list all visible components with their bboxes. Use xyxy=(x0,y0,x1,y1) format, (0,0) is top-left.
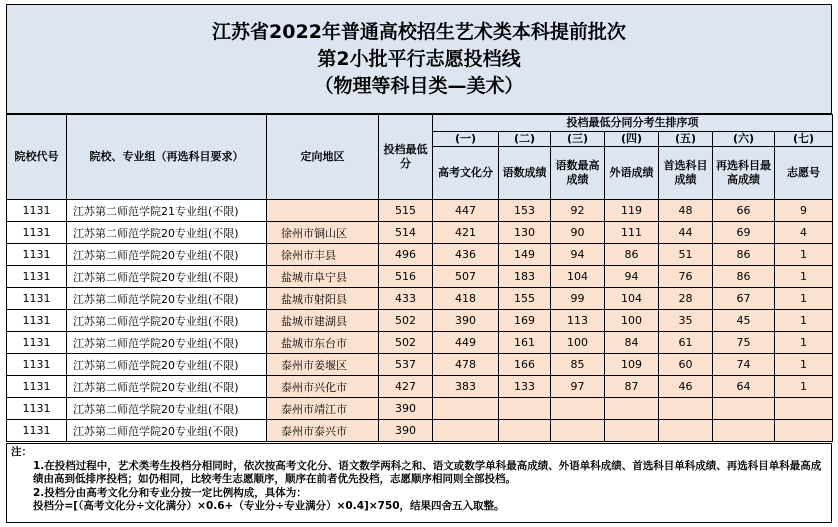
cell-name[interactable]: 江苏第二师范学院20专业组(不限) xyxy=(67,310,267,332)
cell-rank-3[interactable]: 90 xyxy=(551,222,605,244)
cell-rank-5[interactable]: 51 xyxy=(659,244,713,266)
cell-min-score[interactable]: 496 xyxy=(379,244,433,266)
cell-rank-5[interactable]: 44 xyxy=(659,222,713,244)
cell-rank-4[interactable]: 100 xyxy=(605,310,659,332)
cell-region[interactable]: 盐城市阜宁县 xyxy=(267,266,379,288)
cell-rank-4[interactable]: 94 xyxy=(605,266,659,288)
table-row xyxy=(7,420,833,442)
cell-rank-2[interactable]: 169 xyxy=(499,310,551,332)
cell-rank-1[interactable]: 383 xyxy=(433,376,499,398)
table-body xyxy=(7,200,833,442)
cell-rank-4[interactable]: 87 xyxy=(605,376,659,398)
cell-rank-6[interactable]: 64 xyxy=(713,376,775,398)
title-block xyxy=(6,4,832,114)
cell-rank-2[interactable]: 183 xyxy=(499,266,551,288)
cell-name[interactable]: 江苏第二师范学院20专业组(不限) xyxy=(67,332,267,354)
cell-rank-4[interactable]: 111 xyxy=(605,222,659,244)
cell-rank-3[interactable]: 113 xyxy=(551,310,605,332)
cell-rank-7[interactable]: 1 xyxy=(775,376,833,398)
cell-code[interactable]: 1131 xyxy=(7,398,67,420)
cell-region[interactable]: 泰州市兴化市 xyxy=(267,376,379,398)
header-rank-num: (二) xyxy=(499,132,551,147)
cell-rank-3[interactable]: 99 xyxy=(551,288,605,310)
cell-rank-5[interactable]: 35 xyxy=(659,310,713,332)
table-row xyxy=(7,200,833,222)
cell-rank-7[interactable] xyxy=(775,420,833,442)
cell-min-score[interactable]: 427 xyxy=(379,376,433,398)
cell-region[interactable]: 徐州市丰县 xyxy=(267,244,379,266)
cell-rank-1[interactable] xyxy=(433,420,499,442)
cell-rank-1[interactable]: 478 xyxy=(433,354,499,376)
cell-rank-3[interactable]: 85 xyxy=(551,354,605,376)
cell-min-score[interactable]: 502 xyxy=(379,310,433,332)
cell-rank-6[interactable]: 75 xyxy=(713,332,775,354)
cell-rank-7[interactable]: 1 xyxy=(775,332,833,354)
cell-rank-5[interactable]: 61 xyxy=(659,332,713,354)
header-rank-label: 志愿号 xyxy=(775,147,833,200)
cell-rank-5[interactable]: 48 xyxy=(659,200,713,222)
cell-rank-1[interactable]: 447 xyxy=(433,200,499,222)
cell-rank-2[interactable]: 149 xyxy=(499,244,551,266)
cell-rank-4[interactable] xyxy=(605,398,659,420)
table-row xyxy=(7,376,833,398)
header-name: 院校、专业组（再选科目要求） xyxy=(67,115,267,200)
cell-rank-5[interactable] xyxy=(659,420,713,442)
header-rank-num: (五) xyxy=(659,132,713,147)
cell-rank-2[interactable]: 153 xyxy=(499,200,551,222)
cell-rank-4[interactable]: 86 xyxy=(605,244,659,266)
cell-rank-2[interactable]: 130 xyxy=(499,222,551,244)
cell-name[interactable]: 江苏第二师范学院20专业组(不限) xyxy=(67,244,267,266)
cell-rank-7[interactable] xyxy=(775,398,833,420)
cell-min-score[interactable]: 514 xyxy=(379,222,433,244)
cell-rank-3[interactable] xyxy=(551,420,605,442)
cell-min-score[interactable]: 516 xyxy=(379,266,433,288)
cell-region[interactable] xyxy=(267,200,379,222)
header-rank-label: 语数成绩 xyxy=(499,147,551,200)
table-row xyxy=(7,266,833,288)
cell-min-score[interactable]: 390 xyxy=(379,420,433,442)
cell-rank-1[interactable]: 507 xyxy=(433,266,499,288)
cell-rank-2[interactable] xyxy=(499,420,551,442)
header-rank-label: 再选科目最高成绩 xyxy=(713,147,775,200)
header-rank-num: (一) xyxy=(433,132,499,147)
cell-rank-4[interactable]: 104 xyxy=(605,288,659,310)
title-line-3: （物理等科目类—美术） xyxy=(314,74,524,97)
header-rank-label: 首选科目成绩 xyxy=(659,147,713,200)
cell-rank-2[interactable]: 155 xyxy=(499,288,551,310)
cell-region[interactable]: 徐州市铜山区 xyxy=(267,222,379,244)
cell-name[interactable]: 江苏第二师范学院20专业组(不限) xyxy=(67,266,267,288)
cell-rank-7[interactable]: 4 xyxy=(775,222,833,244)
header-min-score: 投档最低分 xyxy=(379,115,433,200)
header-rank-group: 投档最低分同分考生排序项 xyxy=(433,115,833,132)
title-line-2: 第2小批平行志愿投档线 xyxy=(317,47,521,70)
cell-rank-4[interactable]: 119 xyxy=(605,200,659,222)
cell-rank-6[interactable]: 66 xyxy=(713,200,775,222)
cell-rank-3[interactable]: 100 xyxy=(551,332,605,354)
cell-rank-4[interactable] xyxy=(605,420,659,442)
cell-rank-1[interactable]: 436 xyxy=(433,244,499,266)
cell-region[interactable]: 泰州市姜堰区 xyxy=(267,354,379,376)
cell-rank-3[interactable]: 94 xyxy=(551,244,605,266)
cell-rank-2[interactable] xyxy=(499,398,551,420)
table-row xyxy=(7,244,833,266)
notes-label: 注： xyxy=(11,446,32,458)
cell-code[interactable]: 1131 xyxy=(7,200,67,222)
cell-code[interactable]: 1131 xyxy=(7,288,67,310)
cell-name[interactable]: 江苏第二师范学院20专业组(不限) xyxy=(67,376,267,398)
cell-region[interactable]: 泰州市靖江市 xyxy=(267,398,379,420)
cell-rank-3[interactable]: 92 xyxy=(551,200,605,222)
cell-region[interactable]: 泰州市泰兴市 xyxy=(267,420,379,442)
cell-rank-6[interactable]: 67 xyxy=(713,288,775,310)
cell-region[interactable]: 盐城市射阳县 xyxy=(267,288,379,310)
cell-rank-1[interactable]: 449 xyxy=(433,332,499,354)
cell-code[interactable]: 1131 xyxy=(7,222,67,244)
cell-name[interactable]: 江苏第二师范学院20专业组(不限) xyxy=(67,420,267,442)
cell-code[interactable]: 1131 xyxy=(7,354,67,376)
cell-rank-5[interactable] xyxy=(659,398,713,420)
cell-rank-6[interactable] xyxy=(713,398,775,420)
header-rank-num: (四) xyxy=(605,132,659,147)
cell-min-score[interactable]: 515 xyxy=(379,200,433,222)
note-2: 2.投档分由高考文化分和专业分按一定比例构成，具体为： xyxy=(33,486,307,499)
table-row xyxy=(7,398,833,420)
cell-rank-5[interactable]: 46 xyxy=(659,376,713,398)
table-row xyxy=(7,310,833,332)
cell-rank-3[interactable]: 104 xyxy=(551,266,605,288)
cell-code[interactable]: 1131 xyxy=(7,420,67,442)
cell-rank-6[interactable]: 45 xyxy=(713,310,775,332)
cell-rank-3[interactable]: 97 xyxy=(551,376,605,398)
cell-rank-4[interactable]: 109 xyxy=(605,354,659,376)
cell-rank-1[interactable] xyxy=(433,398,499,420)
note-3: 投档分=[（高考文化分÷文化满分）×0.6+（专业分÷专业满分）×0.4]×750，结果四舍五入取整。 xyxy=(33,500,505,512)
cell-rank-6[interactable]: 69 xyxy=(713,222,775,244)
table-row xyxy=(7,222,833,244)
cell-min-score[interactable]: 433 xyxy=(379,288,433,310)
cell-rank-6[interactable]: 74 xyxy=(713,354,775,376)
header-rank-label: 语数最高成绩 xyxy=(551,147,605,200)
note-1: 1.在投档过程中，艺术类考生投档分相同时，依次按高考文化分、语文数学两科之和、语文或数学单科最高成绩、外语单科成绩、首选科目单科成绩、再选科目单科最高成绩由高到低排序投档；如仍相同，比较考生志愿顺序，顺序在前者优先投档，志愿顺序相同则全部投档。 xyxy=(33,459,822,485)
cell-rank-7[interactable]: 1 xyxy=(775,266,833,288)
cell-rank-7[interactable]: 1 xyxy=(775,244,833,266)
cell-rank-3[interactable] xyxy=(551,398,605,420)
cell-name[interactable]: 江苏第二师范学院21专业组(不限) xyxy=(67,200,267,222)
cell-rank-2[interactable]: 161 xyxy=(499,332,551,354)
title-line-1: 江苏省2022年普通高校招生艺术类本科提前批次 xyxy=(212,20,626,43)
cell-rank-6[interactable]: 86 xyxy=(713,244,775,266)
cell-rank-7[interactable]: 9 xyxy=(775,200,833,222)
cell-name[interactable]: 江苏第二师范学院20专业组(不限) xyxy=(67,354,267,376)
header-rank-num: (七) xyxy=(775,132,833,147)
cell-code[interactable]: 1131 xyxy=(7,310,67,332)
notes-block xyxy=(6,443,832,523)
cell-rank-5[interactable]: 28 xyxy=(659,288,713,310)
cell-rank-5[interactable]: 60 xyxy=(659,354,713,376)
cell-rank-6[interactable]: 86 xyxy=(713,266,775,288)
cell-code[interactable]: 1131 xyxy=(7,266,67,288)
header-code: 院校代号 xyxy=(7,115,67,200)
cell-rank-4[interactable]: 84 xyxy=(605,332,659,354)
header-rank-label: 高考文化分 xyxy=(433,147,499,200)
cell-rank-2[interactable]: 166 xyxy=(499,354,551,376)
cell-rank-7[interactable]: 1 xyxy=(775,288,833,310)
cell-region[interactable]: 盐城市建湖县 xyxy=(267,310,379,332)
table-row xyxy=(7,354,833,376)
header-rank-num: (三) xyxy=(551,132,605,147)
cell-rank-2[interactable]: 133 xyxy=(499,376,551,398)
cell-code[interactable]: 1131 xyxy=(7,244,67,266)
cell-rank-1[interactable]: 421 xyxy=(433,222,499,244)
cell-rank-1[interactable]: 418 xyxy=(433,288,499,310)
header-rank-num: (六) xyxy=(713,132,775,147)
score-table xyxy=(6,114,833,442)
cell-code[interactable]: 1131 xyxy=(7,332,67,354)
cell-name[interactable]: 江苏第二师范学院20专业组(不限) xyxy=(67,222,267,244)
cell-rank-7[interactable]: 1 xyxy=(775,354,833,376)
header-rank-label: 外语成绩 xyxy=(605,147,659,200)
cell-rank-7[interactable]: 1 xyxy=(775,310,833,332)
cell-name[interactable]: 江苏第二师范学院20专业组(不限) xyxy=(67,288,267,310)
cell-min-score[interactable]: 502 xyxy=(379,332,433,354)
cell-rank-6[interactable] xyxy=(713,420,775,442)
table-row xyxy=(7,288,833,310)
cell-min-score[interactable]: 390 xyxy=(379,398,433,420)
cell-code[interactable]: 1131 xyxy=(7,376,67,398)
cell-rank-5[interactable]: 76 xyxy=(659,266,713,288)
cell-region[interactable]: 盐城市东台市 xyxy=(267,332,379,354)
cell-min-score[interactable]: 537 xyxy=(379,354,433,376)
cell-rank-1[interactable]: 390 xyxy=(433,310,499,332)
header-region: 定向地区 xyxy=(267,115,379,200)
cell-name[interactable]: 江苏第二师范学院20专业组(不限) xyxy=(67,398,267,420)
table-row xyxy=(7,332,833,354)
